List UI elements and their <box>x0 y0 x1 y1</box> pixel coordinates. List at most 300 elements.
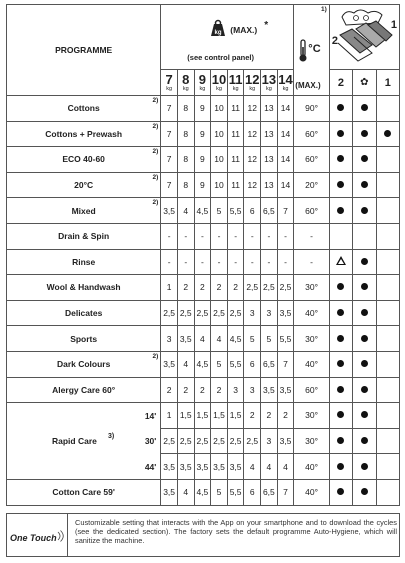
dot-mark <box>337 437 344 444</box>
load-value: - <box>177 249 194 275</box>
max-temperature: 60° <box>294 377 330 403</box>
load-col-9: 9 kg <box>194 70 211 96</box>
see-panel-label: (see control panel) <box>187 53 254 62</box>
load-value: 2,5 <box>211 300 228 326</box>
one-touch-panel <box>6 513 400 557</box>
load-value: - <box>161 223 178 249</box>
load-value: 5 <box>244 326 261 352</box>
load-value: 6,5 <box>261 351 278 377</box>
one-touch-label-box <box>7 514 68 556</box>
programme-name <box>7 300 161 326</box>
load-value: 1 <box>161 275 178 301</box>
max-temperature: 90° <box>294 96 330 122</box>
drawer-label-2: 2 <box>331 35 338 47</box>
load-value: 2,5 <box>194 300 211 326</box>
load-value: - <box>244 249 261 275</box>
load-value: 14 <box>277 172 294 198</box>
drawer-softener-cell <box>353 198 376 224</box>
load-value: 7 <box>161 121 178 147</box>
dot-mark <box>337 309 344 316</box>
max-temperature: - <box>294 249 330 275</box>
load-value: 11 <box>227 96 244 122</box>
drawer-2-cell <box>329 275 352 301</box>
load-value: 2,5 <box>261 275 278 301</box>
drawer-2-cell <box>329 479 352 505</box>
drawer-1-cell <box>376 172 400 198</box>
programme-row <box>7 326 400 352</box>
load-value: 4,5 <box>227 326 244 352</box>
programme-row <box>7 351 400 377</box>
load-col-12: 12 kg <box>244 70 261 96</box>
max-temperature: 40° <box>294 300 330 326</box>
dot-mark <box>361 155 368 162</box>
drawer-2-cell <box>329 198 352 224</box>
drawer-2-cell <box>329 147 352 173</box>
drawer-softener-cell <box>353 275 376 301</box>
drawer-1-cell <box>376 454 400 480</box>
load-value: - <box>277 249 294 275</box>
load-value: 3 <box>244 377 261 403</box>
rapid-care-name <box>7 403 161 429</box>
load-col-8: 8 kg <box>177 70 194 96</box>
load-value: 5 <box>211 198 228 224</box>
programme-name-text: Delicates <box>64 308 103 319</box>
one-touch-description: Customizable setting that interacts with the App on your smartphone and to download the cycles (see the dedicated section). The factory sets the default programme Auto-Hygiene, which will sanitize the machine. <box>75 518 397 545</box>
programme-name <box>7 249 161 275</box>
drawer-1-cell <box>376 147 400 173</box>
load-value: 9 <box>194 172 211 198</box>
load-value: 14 <box>277 96 294 122</box>
load-col-7: 7 kg <box>161 70 178 96</box>
load-value: 6,5 <box>261 479 278 505</box>
load-value: 2 <box>194 377 211 403</box>
detergent-drawer-icon <box>332 7 396 65</box>
load-value: 2,5 <box>161 428 178 454</box>
load-value: - <box>244 223 261 249</box>
dot-mark <box>361 130 368 137</box>
max-temperature: 60° <box>294 121 330 147</box>
dot-mark <box>361 258 368 265</box>
one-touch-wave-icon <box>57 530 65 542</box>
load-value: 4 <box>244 454 261 480</box>
load-value: - <box>261 223 278 249</box>
programme-name-text: ECO 40-60 <box>62 154 105 165</box>
dot-mark <box>361 437 368 444</box>
detergent-drawer-header <box>329 5 399 70</box>
programme-name-text: Wool & Handwash <box>46 282 121 293</box>
triangle-mark <box>336 256 346 265</box>
drawer-2-cell <box>329 377 352 403</box>
drawer-2-cell <box>329 454 352 480</box>
drawer-2-cell <box>329 249 352 275</box>
load-value: 2 <box>177 275 194 301</box>
load-value: 9 <box>194 147 211 173</box>
max-temperature: 40° <box>294 454 330 480</box>
load-value: 3 <box>261 300 278 326</box>
load-value: 10 <box>211 96 228 122</box>
load-value: 8 <box>177 147 194 173</box>
temperature-header <box>294 5 330 96</box>
programme-rows <box>7 96 400 506</box>
dot-mark <box>337 335 344 342</box>
load-value: 2,5 <box>194 428 211 454</box>
load-value: 2,5 <box>244 275 261 301</box>
load-value: - <box>261 249 278 275</box>
programme-name <box>7 326 161 352</box>
load-value: 2,5 <box>227 428 244 454</box>
programme-row <box>7 249 400 275</box>
max-temperature: 60° <box>294 198 330 224</box>
load-value: 14 <box>277 121 294 147</box>
load-value: 7 <box>277 198 294 224</box>
load-value: 13 <box>261 121 278 147</box>
load-value: 5 <box>261 326 278 352</box>
drawer-softener-cell <box>353 147 376 173</box>
dot-mark <box>361 488 368 495</box>
load-value: 7 <box>161 96 178 122</box>
rapid-care-minutes: 44' <box>144 461 157 472</box>
load-value: 7 <box>161 172 178 198</box>
drawer-2-cell <box>329 403 352 429</box>
drawer-label-1: 1 <box>390 19 397 31</box>
rapid-care-name <box>7 428 161 454</box>
drawer-softener-cell <box>353 96 376 122</box>
programme-name-text: Rinse <box>72 256 96 267</box>
load-value: 11 <box>227 147 244 173</box>
drawer-2-cell <box>329 351 352 377</box>
load-value: - <box>194 249 211 275</box>
load-col-14: 14 kg <box>277 70 294 96</box>
load-value: 9 <box>194 96 211 122</box>
programme-row <box>7 275 400 301</box>
load-value: 7 <box>277 351 294 377</box>
load-value: 4 <box>177 479 194 505</box>
rapid-care-note: 3) <box>108 433 115 441</box>
max-temperature: 20° <box>294 172 330 198</box>
drawer-1-cell <box>376 351 400 377</box>
dot-mark <box>361 411 368 418</box>
max-temperature: 40° <box>294 351 330 377</box>
load-value: 4,5 <box>194 479 211 505</box>
programme-name-text: Alergy Care 60° <box>52 384 116 395</box>
programme-row <box>7 147 400 173</box>
load-value: 1,5 <box>211 403 228 429</box>
programme-name <box>7 147 161 173</box>
dot-mark <box>361 283 368 290</box>
load-value: 4 <box>194 326 211 352</box>
load-value: 10 <box>211 147 228 173</box>
max-load-label: (MAX.) <box>230 25 258 35</box>
programme-name <box>7 121 161 147</box>
load-value: 12 <box>244 172 261 198</box>
programme-name-text: Dark Colours <box>56 359 111 370</box>
load-value: 3,5 <box>211 454 228 480</box>
drawer-softener-cell <box>353 403 376 429</box>
dot-mark <box>337 283 344 290</box>
rapid-care-minutes: 14' <box>144 411 157 422</box>
drawer-softener-cell <box>353 121 376 147</box>
load-value: - <box>211 223 228 249</box>
load-value: 2,5 <box>161 300 178 326</box>
load-value: 6 <box>244 479 261 505</box>
drawer-1-cell <box>376 275 400 301</box>
programme-row <box>7 223 400 249</box>
footnote-mark: 2) <box>152 148 159 156</box>
load-value: 3 <box>161 326 178 352</box>
programme-row <box>7 198 400 224</box>
load-value: 8 <box>177 121 194 147</box>
load-value: 3,5 <box>194 454 211 480</box>
load-col-11: 11 kg <box>227 70 244 96</box>
programme-name <box>7 377 161 403</box>
load-value: 3,5 <box>277 300 294 326</box>
dot-mark <box>361 335 368 342</box>
max-temperature: 40° <box>294 479 330 505</box>
drawer-1-cell <box>376 479 400 505</box>
max-temperature: - <box>294 223 330 249</box>
load-value: 6 <box>244 198 261 224</box>
programme-name-text: Mixed <box>71 205 96 216</box>
dot-mark <box>384 130 391 137</box>
load-value: 3 <box>244 300 261 326</box>
max-temperature: 30° <box>294 428 330 454</box>
drawer-1-cell <box>376 377 400 403</box>
drawer-1-cell <box>376 249 400 275</box>
drawer-softener-cell <box>353 351 376 377</box>
drawer-1-cell <box>376 300 400 326</box>
load-value: 13 <box>261 172 278 198</box>
load-value: 8 <box>177 96 194 122</box>
load-value: - <box>277 223 294 249</box>
footnote-mark: 2) <box>152 122 159 130</box>
drawer-col-flower: ✿ <box>353 70 376 96</box>
dot-mark <box>337 463 344 470</box>
programme-name-text: Drain & Spin <box>58 231 110 242</box>
dot-mark <box>337 130 344 137</box>
load-value: 3,5 <box>227 454 244 480</box>
drawer-softener-cell <box>353 377 376 403</box>
dot-mark <box>361 360 368 367</box>
drawer-softener-cell <box>353 249 376 275</box>
dot-mark <box>337 155 344 162</box>
load-value: 2 <box>277 403 294 429</box>
footnote-mark: 2) <box>152 97 159 104</box>
load-value: 10 <box>211 121 228 147</box>
programme-name <box>7 223 161 249</box>
load-value: 2 <box>244 403 261 429</box>
drawer-1-cell <box>376 198 400 224</box>
drawer-softener-cell <box>353 428 376 454</box>
programme-name <box>7 479 161 505</box>
rapid-care-title: Rapid Care <box>52 436 97 447</box>
dot-mark <box>337 488 344 495</box>
programme-name <box>7 198 161 224</box>
drawer-1-cell <box>376 96 400 122</box>
load-value: 3 <box>261 428 278 454</box>
drawer-2-cell <box>329 428 352 454</box>
load-value: 2 <box>161 377 178 403</box>
dot-mark <box>337 386 344 393</box>
dot-mark <box>361 386 368 393</box>
load-value: 7 <box>277 479 294 505</box>
dot-mark <box>337 104 344 111</box>
load-value: 12 <box>244 147 261 173</box>
dot-mark <box>361 181 368 188</box>
drawer-softener-cell <box>353 479 376 505</box>
programme-name <box>7 351 161 377</box>
load-value: 3,5 <box>177 326 194 352</box>
load-value: 5,5 <box>227 351 244 377</box>
load-value: 1,5 <box>194 403 211 429</box>
programme-table <box>6 4 400 506</box>
rapid-care-row <box>7 428 400 454</box>
load-value: 2 <box>211 377 228 403</box>
load-value: - <box>194 223 211 249</box>
load-value: 4,5 <box>194 198 211 224</box>
load-value: 2,5 <box>227 300 244 326</box>
load-value: - <box>227 249 244 275</box>
drawer-softener-cell <box>353 326 376 352</box>
load-value: 3 <box>227 377 244 403</box>
dot-mark <box>361 463 368 470</box>
load-value: 7 <box>161 147 178 173</box>
programme-name <box>7 172 161 198</box>
load-value: 12 <box>244 121 261 147</box>
max-temperature: 30° <box>294 275 330 301</box>
programme-name-text: Cottons + Prewash <box>45 128 123 139</box>
dot-mark <box>337 360 344 367</box>
programme-name <box>7 275 161 301</box>
load-value: 2,5 <box>177 428 194 454</box>
rapid-care-name <box>7 454 161 480</box>
drawer-empty <box>329 223 352 249</box>
drawer-empty <box>376 223 400 249</box>
dot-mark <box>337 207 344 214</box>
kg-icon-label: kg <box>214 30 222 36</box>
drawer-2-cell <box>329 121 352 147</box>
load-value: 9 <box>194 121 211 147</box>
load-value: 2 <box>227 275 244 301</box>
temp-unit: °C <box>308 43 321 55</box>
programme-row <box>7 479 400 505</box>
footnote-mark: 2) <box>152 199 159 207</box>
drawer-empty <box>353 223 376 249</box>
load-value: 12 <box>244 96 261 122</box>
load-value: 5,5 <box>277 326 294 352</box>
load-value: 14 <box>277 147 294 173</box>
load-value: 13 <box>261 96 278 122</box>
weight-icon <box>209 19 227 37</box>
max-load-header <box>161 5 294 70</box>
programme-name-text: Cottons <box>67 103 100 114</box>
load-value: 3,5 <box>277 377 294 403</box>
programme-name <box>7 96 161 122</box>
programme-name-text: Cotton Care 59' <box>52 487 115 498</box>
drawer-softener-cell <box>353 172 376 198</box>
load-value: 4 <box>177 351 194 377</box>
load-value: 3,5 <box>261 377 278 403</box>
load-value: 3,5 <box>161 454 178 480</box>
load-value: 3,5 <box>161 198 178 224</box>
load-value: 4,5 <box>194 351 211 377</box>
one-touch-title: One Touch <box>10 533 57 543</box>
load-value: 4 <box>177 198 194 224</box>
dot-mark <box>361 207 368 214</box>
load-value: 6,5 <box>261 198 278 224</box>
star-note: * <box>264 20 269 31</box>
load-value: - <box>177 223 194 249</box>
load-value: 4 <box>261 454 278 480</box>
drawer-col-1: 1 <box>376 70 400 96</box>
load-value: 2,5 <box>177 300 194 326</box>
load-value: 1,5 <box>227 403 244 429</box>
load-value: - <box>161 249 178 275</box>
load-value: 2 <box>194 275 211 301</box>
load-value: - <box>227 223 244 249</box>
temp-max-label: (MAX.) <box>295 81 321 90</box>
load-value: 2,5 <box>277 275 294 301</box>
programme-header: PROGRAMME <box>7 5 161 96</box>
load-value: 11 <box>227 172 244 198</box>
drawer-col-2: 2 <box>329 70 352 96</box>
rapid-care-row <box>7 454 400 480</box>
load-value: 5,5 <box>227 479 244 505</box>
footnote-mark: 2) <box>152 173 159 181</box>
load-value: 2,5 <box>211 428 228 454</box>
load-value: 5 <box>211 479 228 505</box>
load-value: 10 <box>211 172 228 198</box>
load-value: 5,5 <box>227 198 244 224</box>
note-1: 1) <box>321 6 327 13</box>
load-value: 6 <box>244 351 261 377</box>
load-value: 13 <box>261 147 278 173</box>
max-temperature: 30° <box>294 326 330 352</box>
dot-mark <box>337 181 344 188</box>
programme-row <box>7 377 400 403</box>
drawer-1-cell <box>376 121 400 147</box>
dot-mark <box>361 309 368 316</box>
max-temperature: 60° <box>294 147 330 173</box>
programme-name-text: Sports <box>70 333 98 344</box>
load-value: 1,5 <box>177 403 194 429</box>
load-value: 5 <box>211 351 228 377</box>
load-value: - <box>211 249 228 275</box>
programme-row <box>7 96 400 122</box>
programme-row <box>7 121 400 147</box>
load-value: 2 <box>211 275 228 301</box>
load-value: 3,5 <box>161 351 178 377</box>
drawer-1-cell <box>376 428 400 454</box>
thermometer-icon <box>298 39 308 63</box>
rapid-care-row <box>7 403 400 429</box>
load-value: 3,5 <box>177 454 194 480</box>
dot-mark <box>361 104 368 111</box>
drawer-softener-cell <box>353 300 376 326</box>
load-value: 1 <box>161 403 178 429</box>
load-value: 2 <box>177 377 194 403</box>
rapid-care-minutes: 30' <box>144 436 157 447</box>
footnote-mark: 2) <box>152 352 159 360</box>
load-col-10: 10 kg <box>211 70 228 96</box>
drawer-1-cell <box>376 403 400 429</box>
programme-row <box>7 300 400 326</box>
drawer-softener-cell <box>353 454 376 480</box>
drawer-2-cell <box>329 96 352 122</box>
drawer-2-cell <box>329 300 352 326</box>
load-value: 8 <box>177 172 194 198</box>
dot-mark <box>337 411 344 418</box>
drawer-1-cell <box>376 326 400 352</box>
